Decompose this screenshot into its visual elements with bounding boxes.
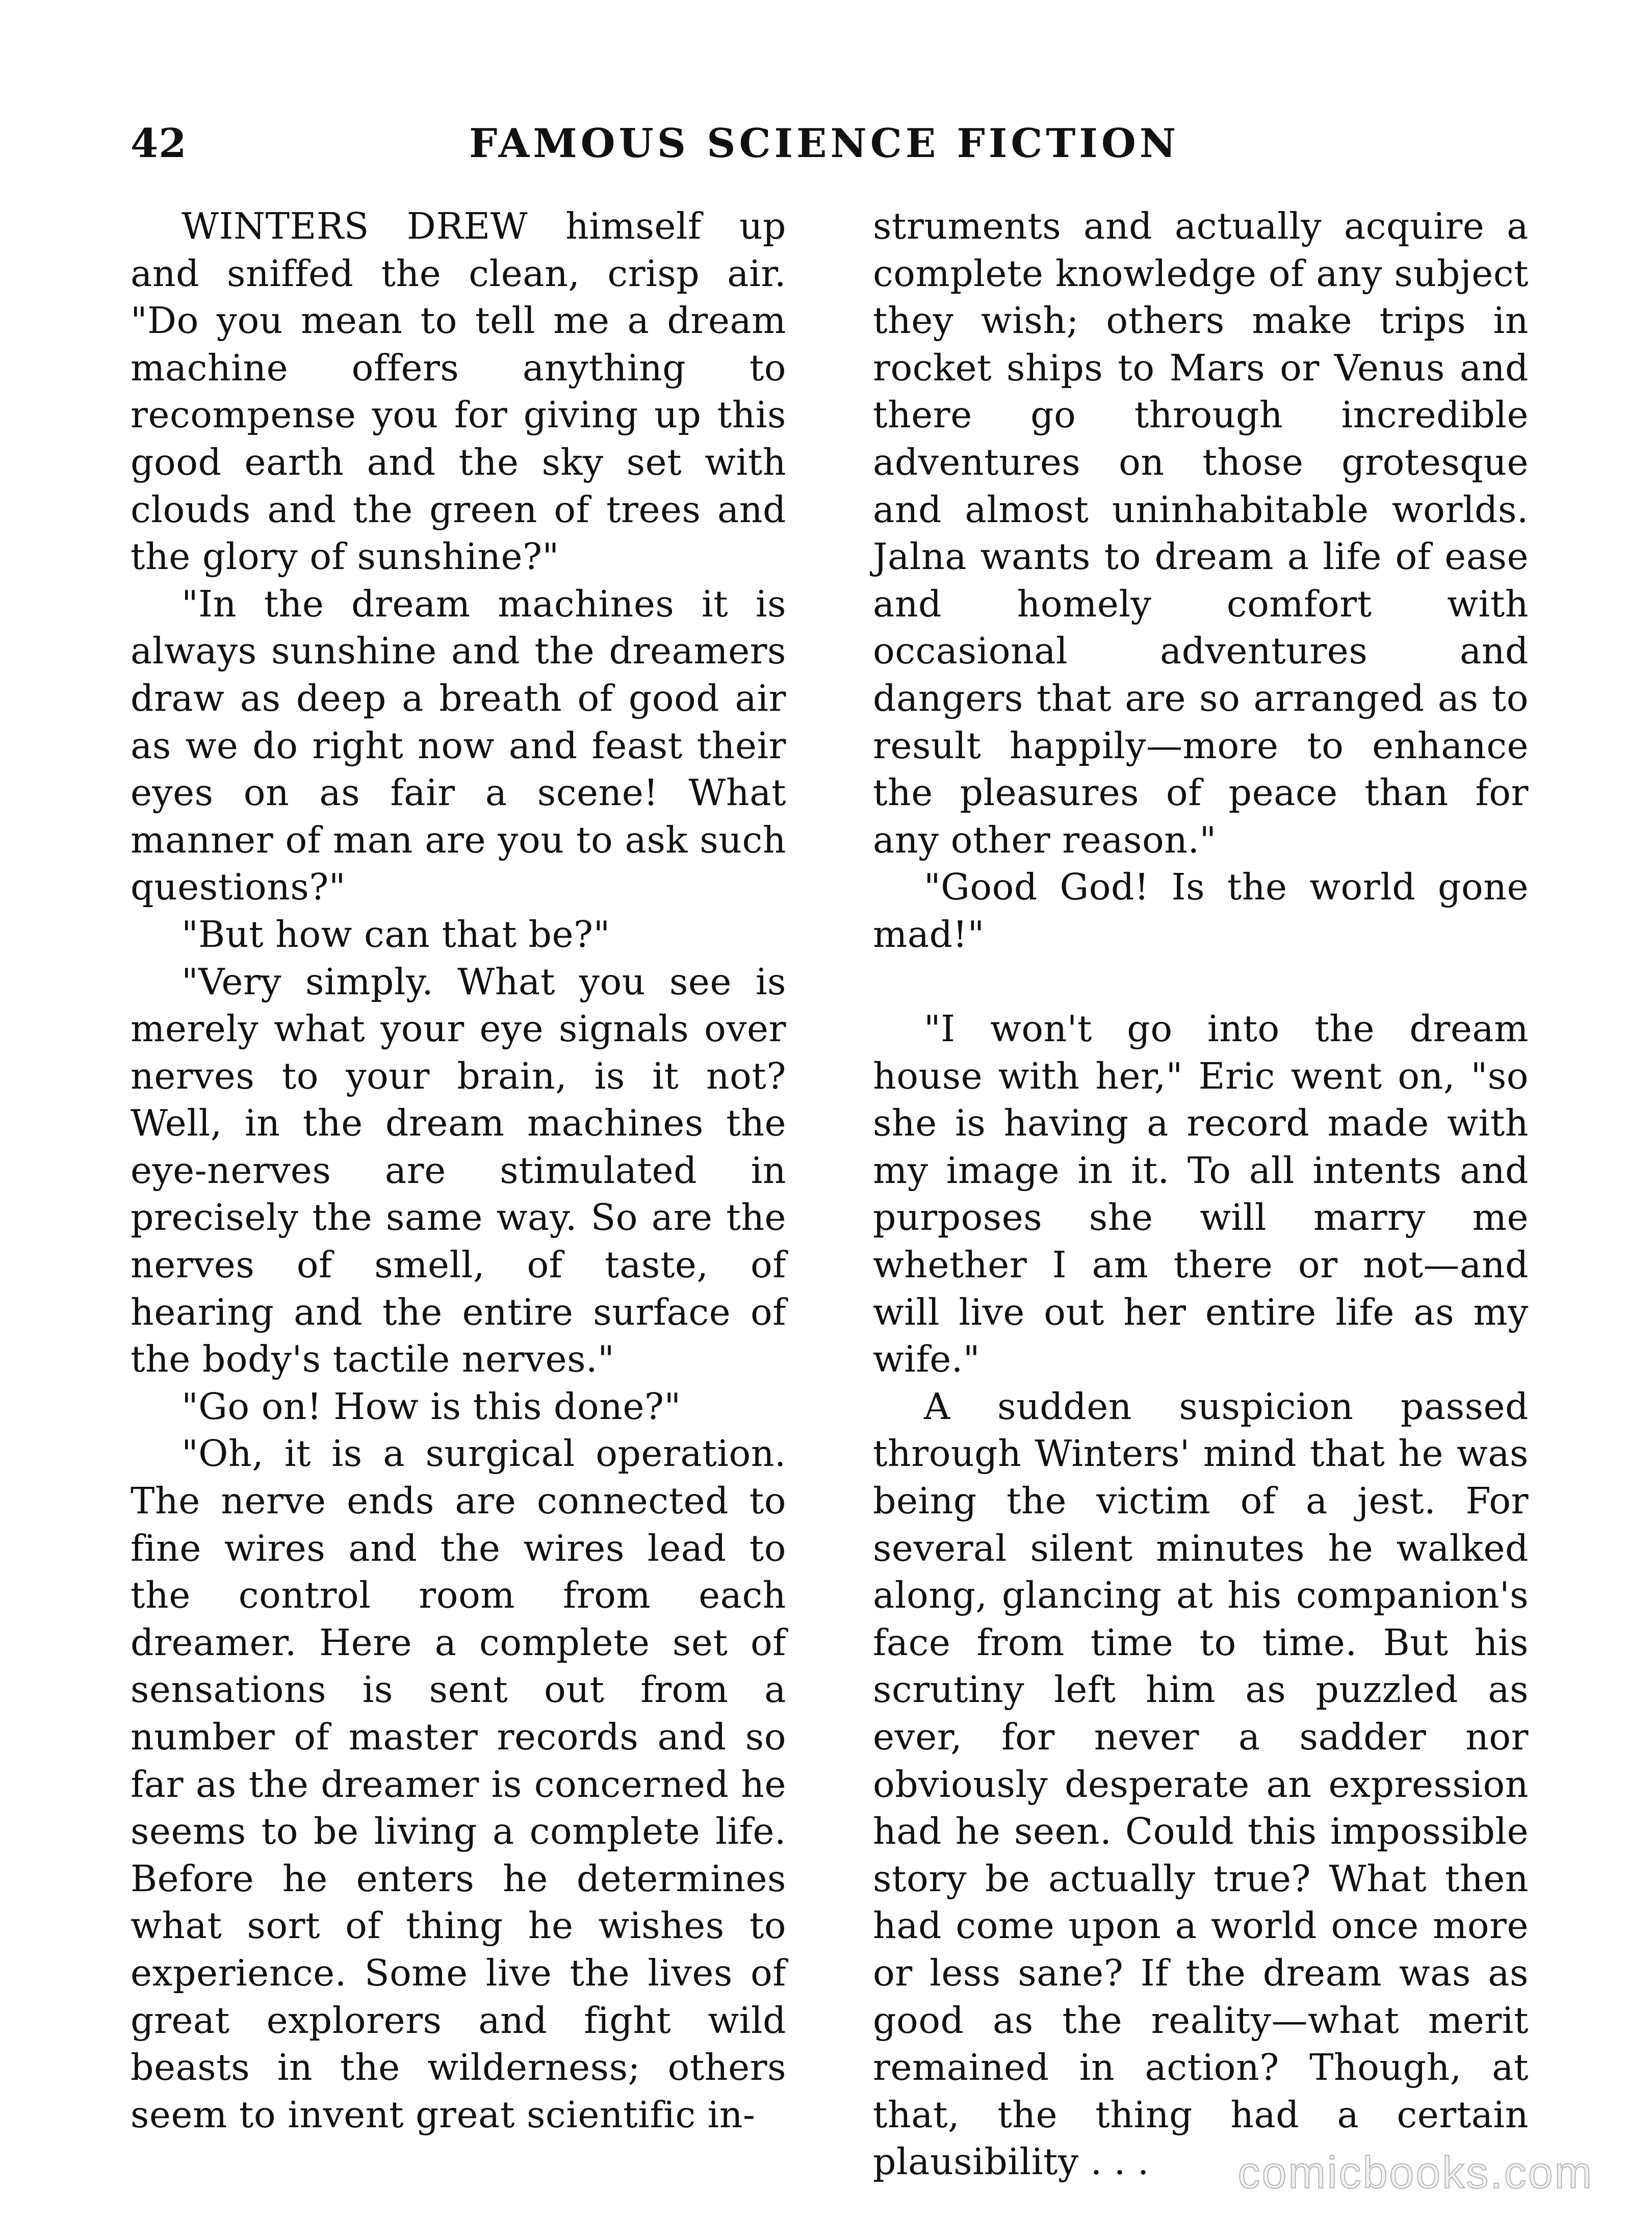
- left-column: [131, 203, 786, 2138]
- paragraph: "Oh, it is a surgical operation. The nerve ends are connected to fine wires and the wires lead to the control room from each dreamer. Here a complete set of sensations is sent out from a number of master records and so far as the dreamer is concerned he seems to be living a complete life. Before he enters he determines what sort of thing he wishes to experience. Some live the lives of great explorers and fight wild beasts in the wilderness; others seem to invent great scientific in-: [131, 1432, 786, 2136]
- watermark-logo: comicbooks.com: [1237, 2147, 1593, 2198]
- page-number: 42: [131, 120, 187, 167]
- section-break: [873, 959, 1529, 1006]
- paragraph: "Good God! Is the world gone mad!": [873, 866, 1529, 956]
- paragraph: A sudden suspicion passed through Winters' mind that he was being the victim of a jest. For several silent minutes he walked along, glancing at his companion's face from time to time. But his scrutiny left him as puzzled as ever, for never a sadder nor obviously desperate an expression had he seen. Could this impossible story be actually true? What then had come upon a world once more or less sane? If the dream was as good as the reality—what merit remained in action? Though, at that, the thing had a certain plausibility . . .: [873, 1385, 1529, 2183]
- paragraph: struments and actually acquire a complete knowledge of any subject they wish; others make trips in rocket ships to Mars or Venus and there go through incredible adventures on those grotesque and almost uninhabitable worlds. Jalna wants to dream a life of ease and homely comfort with occasional adventures and dangers that are so arranged as to result happily—more to enhance the pleasures of peace than for any other reason.": [873, 205, 1529, 861]
- paragraph: "Very simply. What you see is merely what your eye signals over nerves to your brain, is it not? Well, in the dream machines the eye-nerves are stimulated in precisely the same way. So are the nerves of smell, of taste, of hearing and the entire surface of the body's tactile nerves.": [131, 960, 786, 1381]
- paragraph: "Go on! How is this done?": [182, 1385, 681, 1428]
- paragraph: "But how can that be?": [182, 913, 610, 956]
- paragraph: "In the dream machines it is always sunshine and the dreamers draw as deep a breath of good air as we do right now and feast their eyes on as fair a scene! What manner of man are you to ask such questions?": [131, 582, 786, 909]
- paragraph: WINTERS DREW himself up and sniffed the clean, crisp air. "Do you mean to tell me a dream machine offers anything to recompense you for giving up this good earth and the sky set with clouds and the green of trees and the glory of sunshine?": [131, 205, 786, 578]
- right-column: [873, 203, 1529, 2186]
- running-head: FAMOUS SCIENCE FICTION: [469, 120, 1180, 167]
- paragraph: "I won't go into the dream house with her," Eric went on, "so she is having a record made with my image in it. To all intents and purposes she will marry me whether I am there or not—and will live out her entire life as my wife.": [873, 1008, 1529, 1381]
